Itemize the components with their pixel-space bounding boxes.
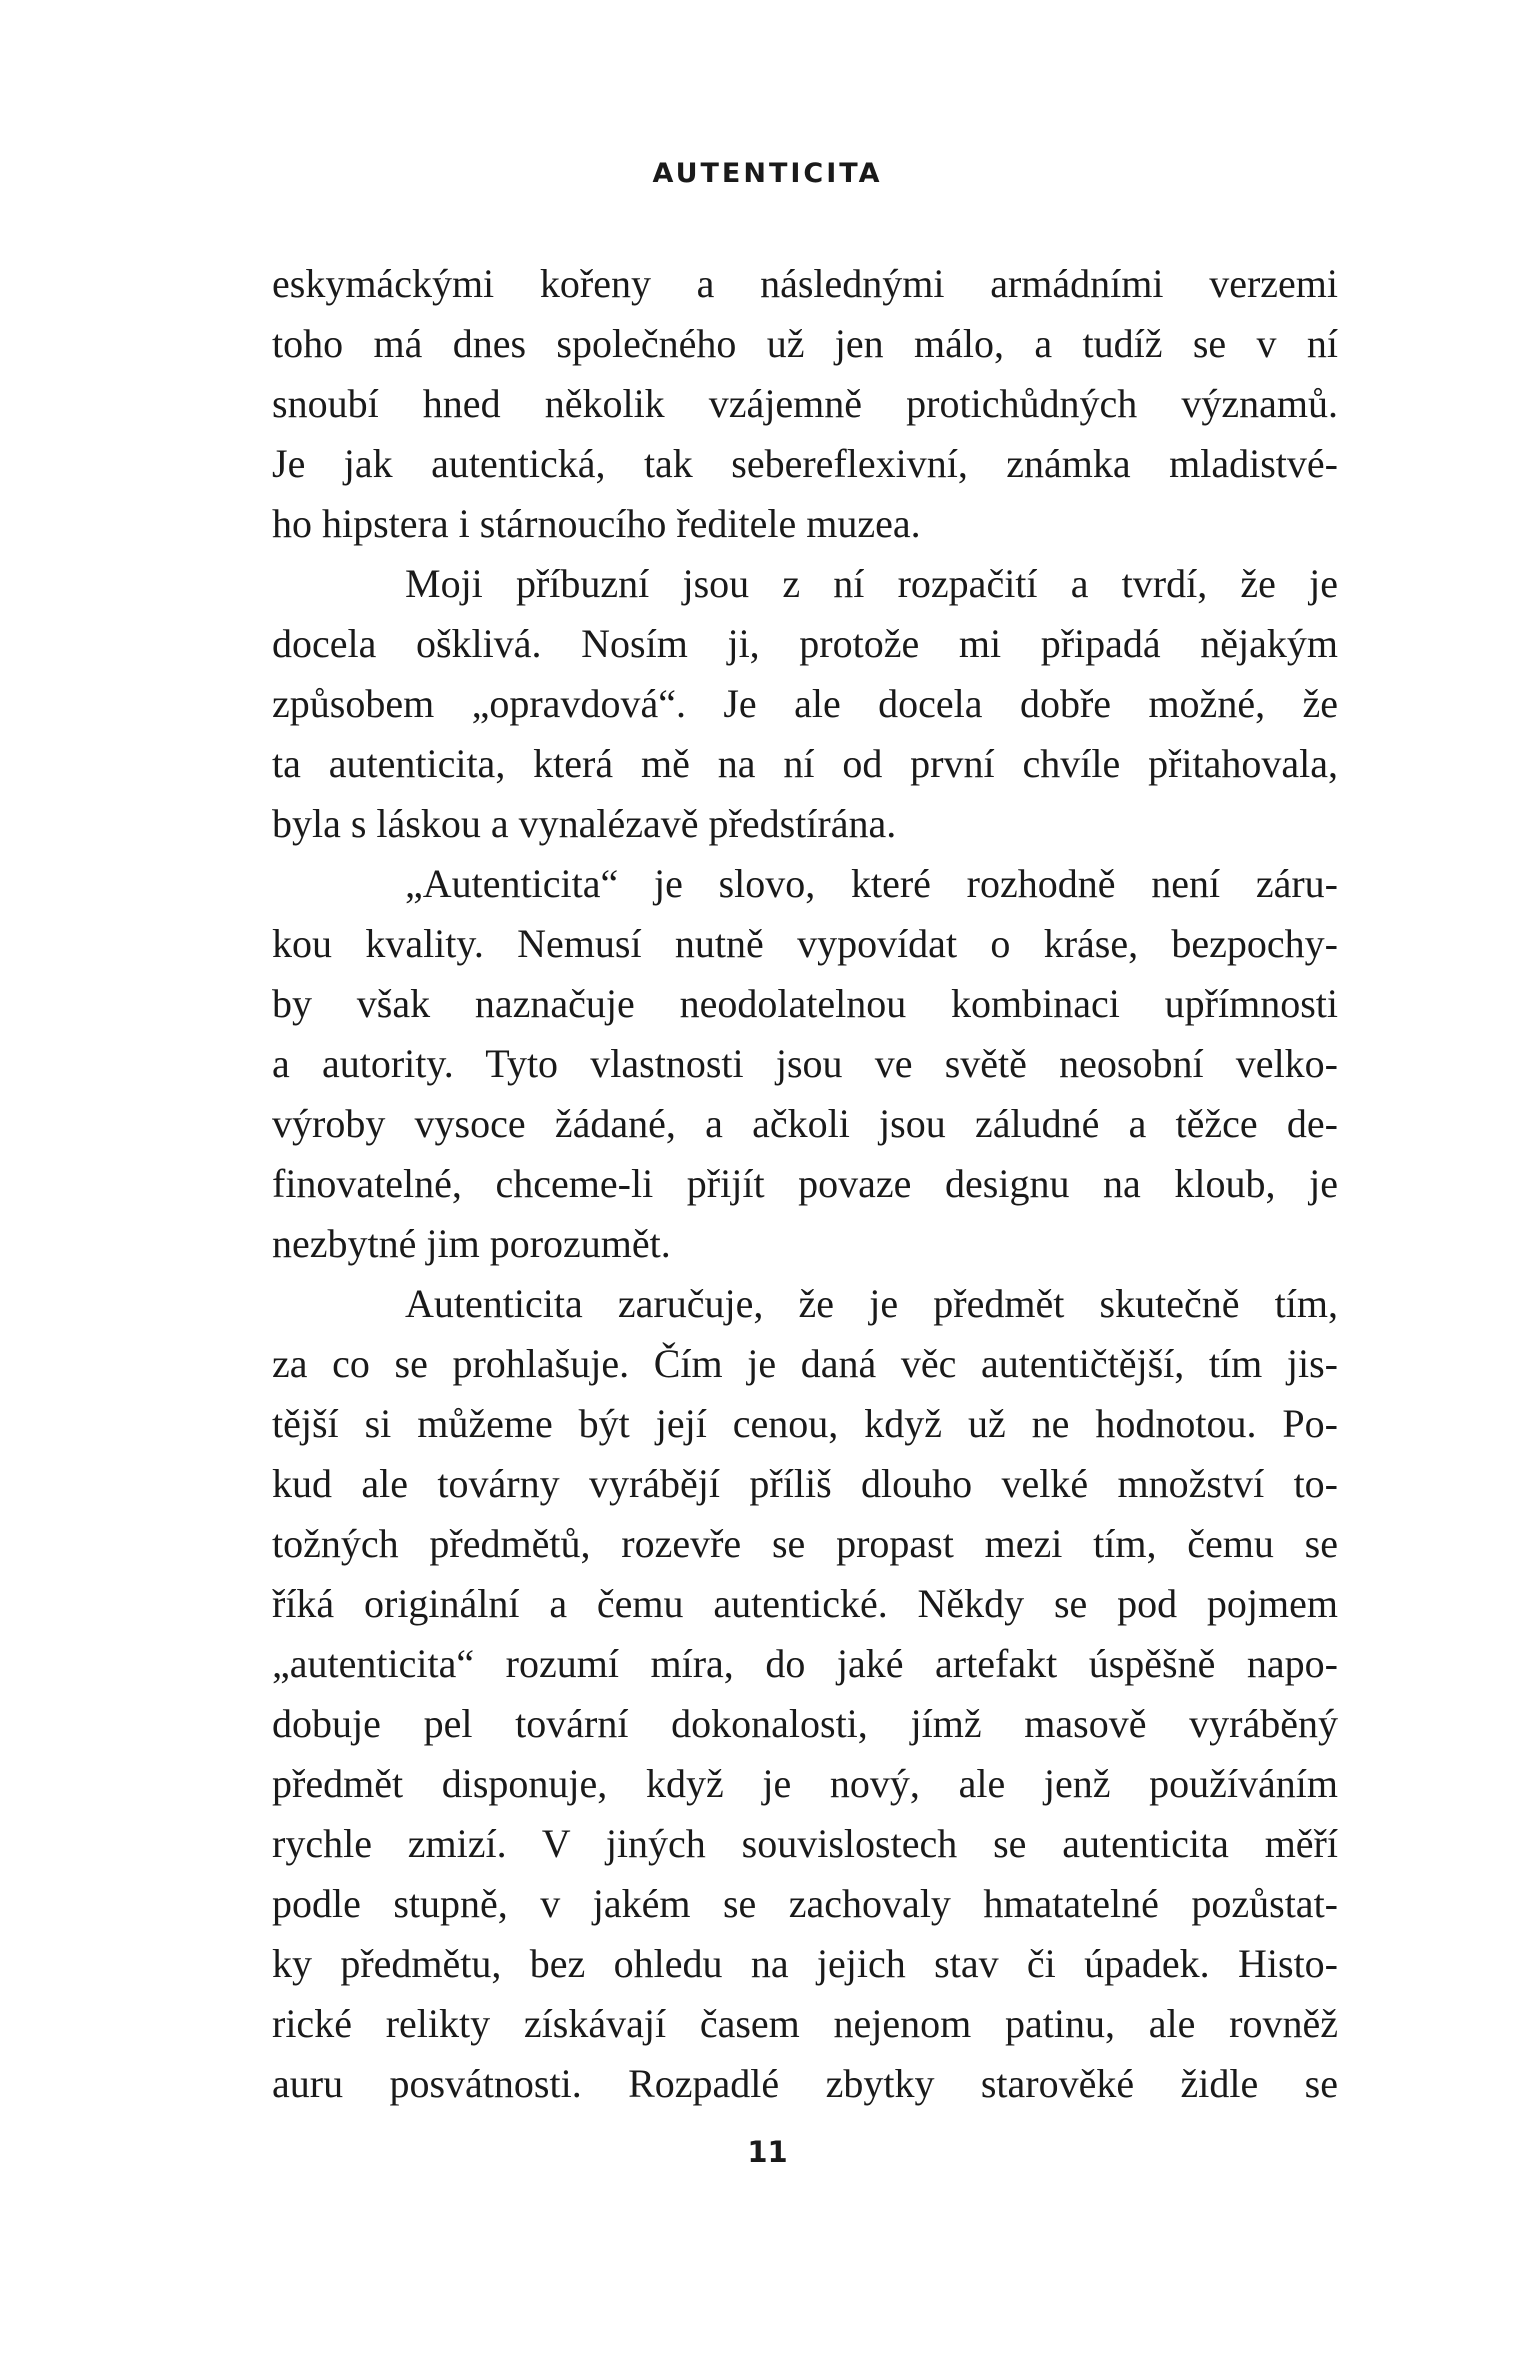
text-line: způsobem „opravdová“. Je ale docela dobře možné, že [272, 681, 1338, 726]
text-line: snoubí hned několik vzájemně protichůdných významů. [272, 381, 1338, 426]
text-line: rychle zmizí. V jiných souvislostech se autenticita měří [272, 1821, 1338, 1866]
text-line: říká originální a čemu autentické. Někdy se pod pojmem [272, 1581, 1338, 1626]
text-line: toho má dnes společného už jen málo, a tudíž se v ní [272, 321, 1338, 366]
running-head: AUTENTICITA [652, 158, 883, 189]
text-line: a autority. Tyto vlastnosti jsou ve světě neosobní velko- [272, 1041, 1338, 1086]
text-line: rické relikty získávají časem nejenom patinu, ale rovněž [272, 2001, 1338, 2046]
text-line: by však naznačuje neodolatelnou kombinaci upřímnosti [272, 981, 1338, 1026]
text-line: „autenticita“ rozumí míra, do jaké artefakt úspěšně napo- [272, 1641, 1338, 1686]
text-line: auru posvátnosti. Rozpadlé zbytky starověké židle se [272, 2061, 1338, 2106]
text-line: Autenticita zaručuje, že je předmět skutečně tím, [405, 1281, 1338, 1326]
text-line: ta autenticita, která mě na ní od první chvíle přitahovala, [272, 741, 1338, 786]
text-line: ho hipstera i stárnoucího ředitele muzea. [272, 501, 921, 546]
text-line: kou kvality. Nemusí nutně vypovídat o kráse, bezpochy- [272, 921, 1338, 966]
text-line: za co se prohlašuje. Čím je daná věc autentičtější, tím jis- [272, 1341, 1338, 1386]
text-line: tožných předmětů, rozevře se propast mezi tím, čemu se [272, 1521, 1338, 1566]
text-line: tější si můžeme být její cenou, když už ne hodnotou. Po- [272, 1401, 1338, 1446]
text-line: podle stupně, v jakém se zachovaly hmatatelné pozůstat- [272, 1881, 1338, 1926]
text-line: Je jak autentická, tak sebereflexivní, známka mladistvé- [272, 441, 1338, 486]
text-line: ky předmětu, bez ohledu na jejich stav či úpadek. Histo- [272, 1941, 1338, 1986]
text-line: finovatelné, chceme-li přijít povaze designu na kloub, je [272, 1161, 1338, 1206]
text-line: předmět disponuje, když je nový, ale jenž používáním [272, 1761, 1338, 1806]
text-line: docela ošklivá. Nosím ji, protože mi připadá nějakým [272, 621, 1338, 666]
body-text [272, 254, 1338, 2114]
text-line: byla s láskou a vynalézavě předstírána. [272, 801, 897, 846]
page-number: 11 [747, 2135, 788, 2169]
text-line: nezbytné jim porozumět. [272, 1221, 671, 1266]
text-line: Moji příbuzní jsou z ní rozpačití a tvrdí, že je [405, 561, 1338, 606]
text-line: kud ale továrny vyrábějí příliš dlouho velké množství to- [272, 1461, 1338, 1506]
text-line: „Autenticita“ je slovo, které rozhodně není záru- [405, 861, 1338, 906]
text-line: dobuje pel tovární dokonalosti, jímž masově vyráběný [272, 1701, 1338, 1746]
text-line: eskymáckými kořeny a následnými armádními verzemi [272, 261, 1338, 306]
text-line: výroby vysoce žádané, a ačkoli jsou záludné a těžce de- [272, 1101, 1338, 1146]
